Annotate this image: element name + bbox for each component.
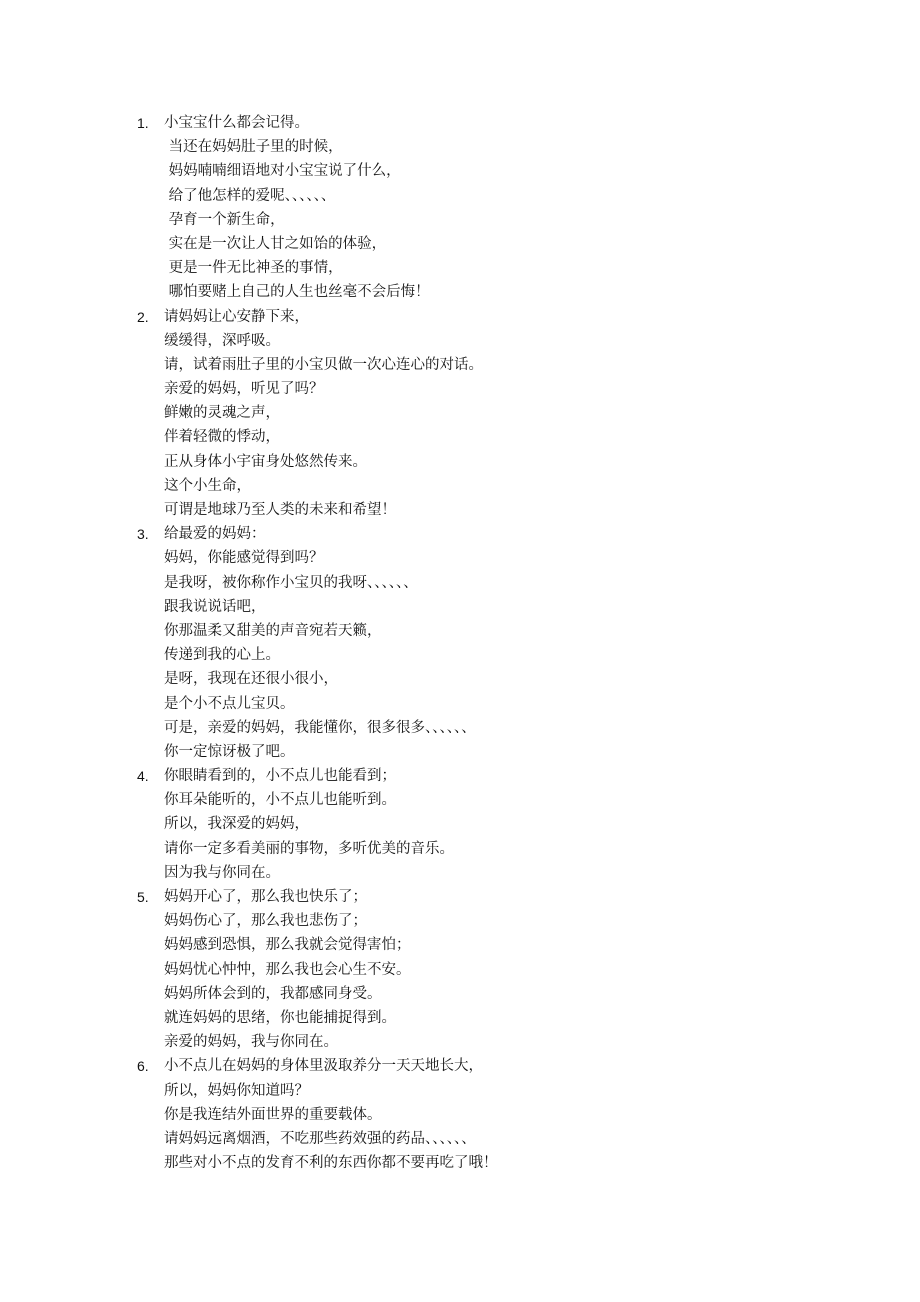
poem-line [0,1030,920,1054]
poem-line [0,764,920,788]
poem-line [0,958,920,982]
poem-line [0,1127,920,1151]
poem-line [0,329,920,353]
poem-line [0,1006,920,1030]
poem-line [0,450,920,474]
poem-line [0,788,920,812]
numbered-list [0,111,920,1175]
line-text: 因为我与你同在。 [164,864,280,881]
line-text: 妈妈所体会到的，我都感同身受。 [164,985,382,1002]
line-text: 更是一件无比神圣的事情， [164,260,343,277]
list-item [0,885,920,1054]
poem-line [0,595,920,619]
line-text: 妈妈，你能感觉得到吗？ [164,550,324,567]
line-text: 亲爱的妈妈，听见了吗？ [164,381,324,398]
poem-line [0,1079,920,1103]
poem-line [0,1054,920,1078]
line-text: 你那温柔又甜美的声音宛若天籁， [164,622,382,639]
line-text: 你一定惊讶极了吧。 [164,743,295,760]
poem-line [0,716,920,740]
poem-line [0,280,920,304]
list-number: 3. [137,526,149,543]
poem-line [0,933,920,957]
poem-line [0,377,920,401]
line-text: 请妈妈远离烟酒，不吃那些药效强的药品、、、、、、 [164,1130,476,1147]
poem-line [0,474,920,498]
poem-line [0,425,920,449]
poem-line [0,232,920,256]
list-item [0,111,920,305]
line-text: 是我呀，被你称作小宝贝的我呀、、、、、、 [164,574,418,591]
line-text: 那些对小不点的发育不利的东西你都不要再吃了哦！ [164,1155,498,1172]
poem-line [0,909,920,933]
poem-line [0,353,920,377]
line-text: 妈妈感到恐惧，那么我就会觉得害怕； [164,937,411,954]
line-text: 是个小不点儿宝贝。 [164,695,295,712]
list-item [0,522,920,764]
line-text: 可谓是地球乃至人类的未来和希望！ [164,502,396,518]
line-text: 缓缓得，深呼吸。 [164,332,280,349]
poem-line [0,498,920,522]
line-text: 实在是一次让人甘之如饴的体验， [164,235,387,252]
line-text: 妈妈伤心了，那么我也悲伤了； [164,913,367,930]
poem-line [0,305,920,329]
poem-line [0,401,920,425]
line-text: 小不点儿在妈妈的身体里汲取养分一天天地长大， [164,1058,483,1075]
line-text: 妈妈开心了，那么我也快乐了； [164,889,367,905]
line-text: 亲爱的妈妈，我与你同在。 [164,1034,338,1051]
line-text: 你是我连结外面世界的重要载体。 [164,1106,382,1123]
line-text: 你眼睛看到的，小不点儿也能看到； [164,768,396,785]
line-text: 请妈妈让心安静下来， [164,308,309,325]
poem-line [0,837,920,861]
poem-line [0,692,920,716]
list-number: 2. [137,308,149,325]
poem-line [0,135,920,159]
line-text: 所以，我深爱的妈妈， [164,816,309,833]
line-text: 就连妈妈的思绪，你也能捕捉得到。 [164,1009,396,1026]
poem-line [0,619,920,643]
poem-line [0,667,920,691]
line-text: 这个小生命， [164,477,251,494]
poem-line [0,159,920,183]
line-text: 请你一定多看美丽的事物，多听优美的音乐。 [164,840,454,857]
poem-line [0,1103,920,1127]
line-text: 给了他怎样的爱呢、、、、、、 [164,187,336,204]
line-text: 小宝宝什么都会记得。 [164,115,309,131]
poem-line [0,546,920,570]
line-text: 鲜嫩的灵魂之声， [164,405,280,422]
poem-line [0,256,920,280]
poem-line [0,571,920,595]
list-item [0,1054,920,1175]
poem-line [0,1151,920,1175]
line-text: 传递到我的心上。 [164,647,280,664]
line-text: 给最爱的妈妈： [164,526,266,543]
line-text: 妈妈忧心忡忡，那么我也会心生不安。 [164,961,411,978]
list-number: 5. [137,889,149,905]
line-text: 可是，亲爱的妈妈，我能懂你，很多很多、、、、、、 [164,719,476,736]
line-text: 正从身体小宇宙身处悠然传来。 [164,453,367,470]
line-text: 哪怕要赌上自己的人生也丝毫不会后悔！ [164,284,430,301]
line-text: 所以，妈妈你知道吗？ [164,1082,309,1099]
line-text: 跟我说说话吧， [164,598,266,615]
line-text: 孕育一个新生命， [164,211,285,228]
poem-line [0,812,920,836]
list-number: 6. [137,1058,149,1075]
list-number: 4. [137,768,149,785]
poem-line [0,982,920,1006]
poem-line [0,184,920,208]
poem-line [0,885,920,909]
list-number: 1. [137,115,149,131]
poem-line [0,643,920,667]
list-item [0,305,920,523]
poem-line [0,861,920,885]
poem-line [0,740,920,764]
poem-line [0,208,920,232]
poem-line [0,111,920,135]
list-item [0,764,920,885]
line-text: 伴着轻微的悸动， [164,429,280,446]
line-text: 请，试着雨肚子里的小宝贝做一次心连心的对话。 [164,356,483,373]
poem-line [0,522,920,546]
line-text: 妈妈喃喃细语地对小宝宝说了什么， [164,163,401,180]
line-text: 当还在妈妈肚子里的时候， [164,139,343,156]
line-text: 是呀，我现在还很小很小， [164,671,338,688]
line-text: 你耳朵能听的，小不点儿也能听到。 [164,792,396,809]
